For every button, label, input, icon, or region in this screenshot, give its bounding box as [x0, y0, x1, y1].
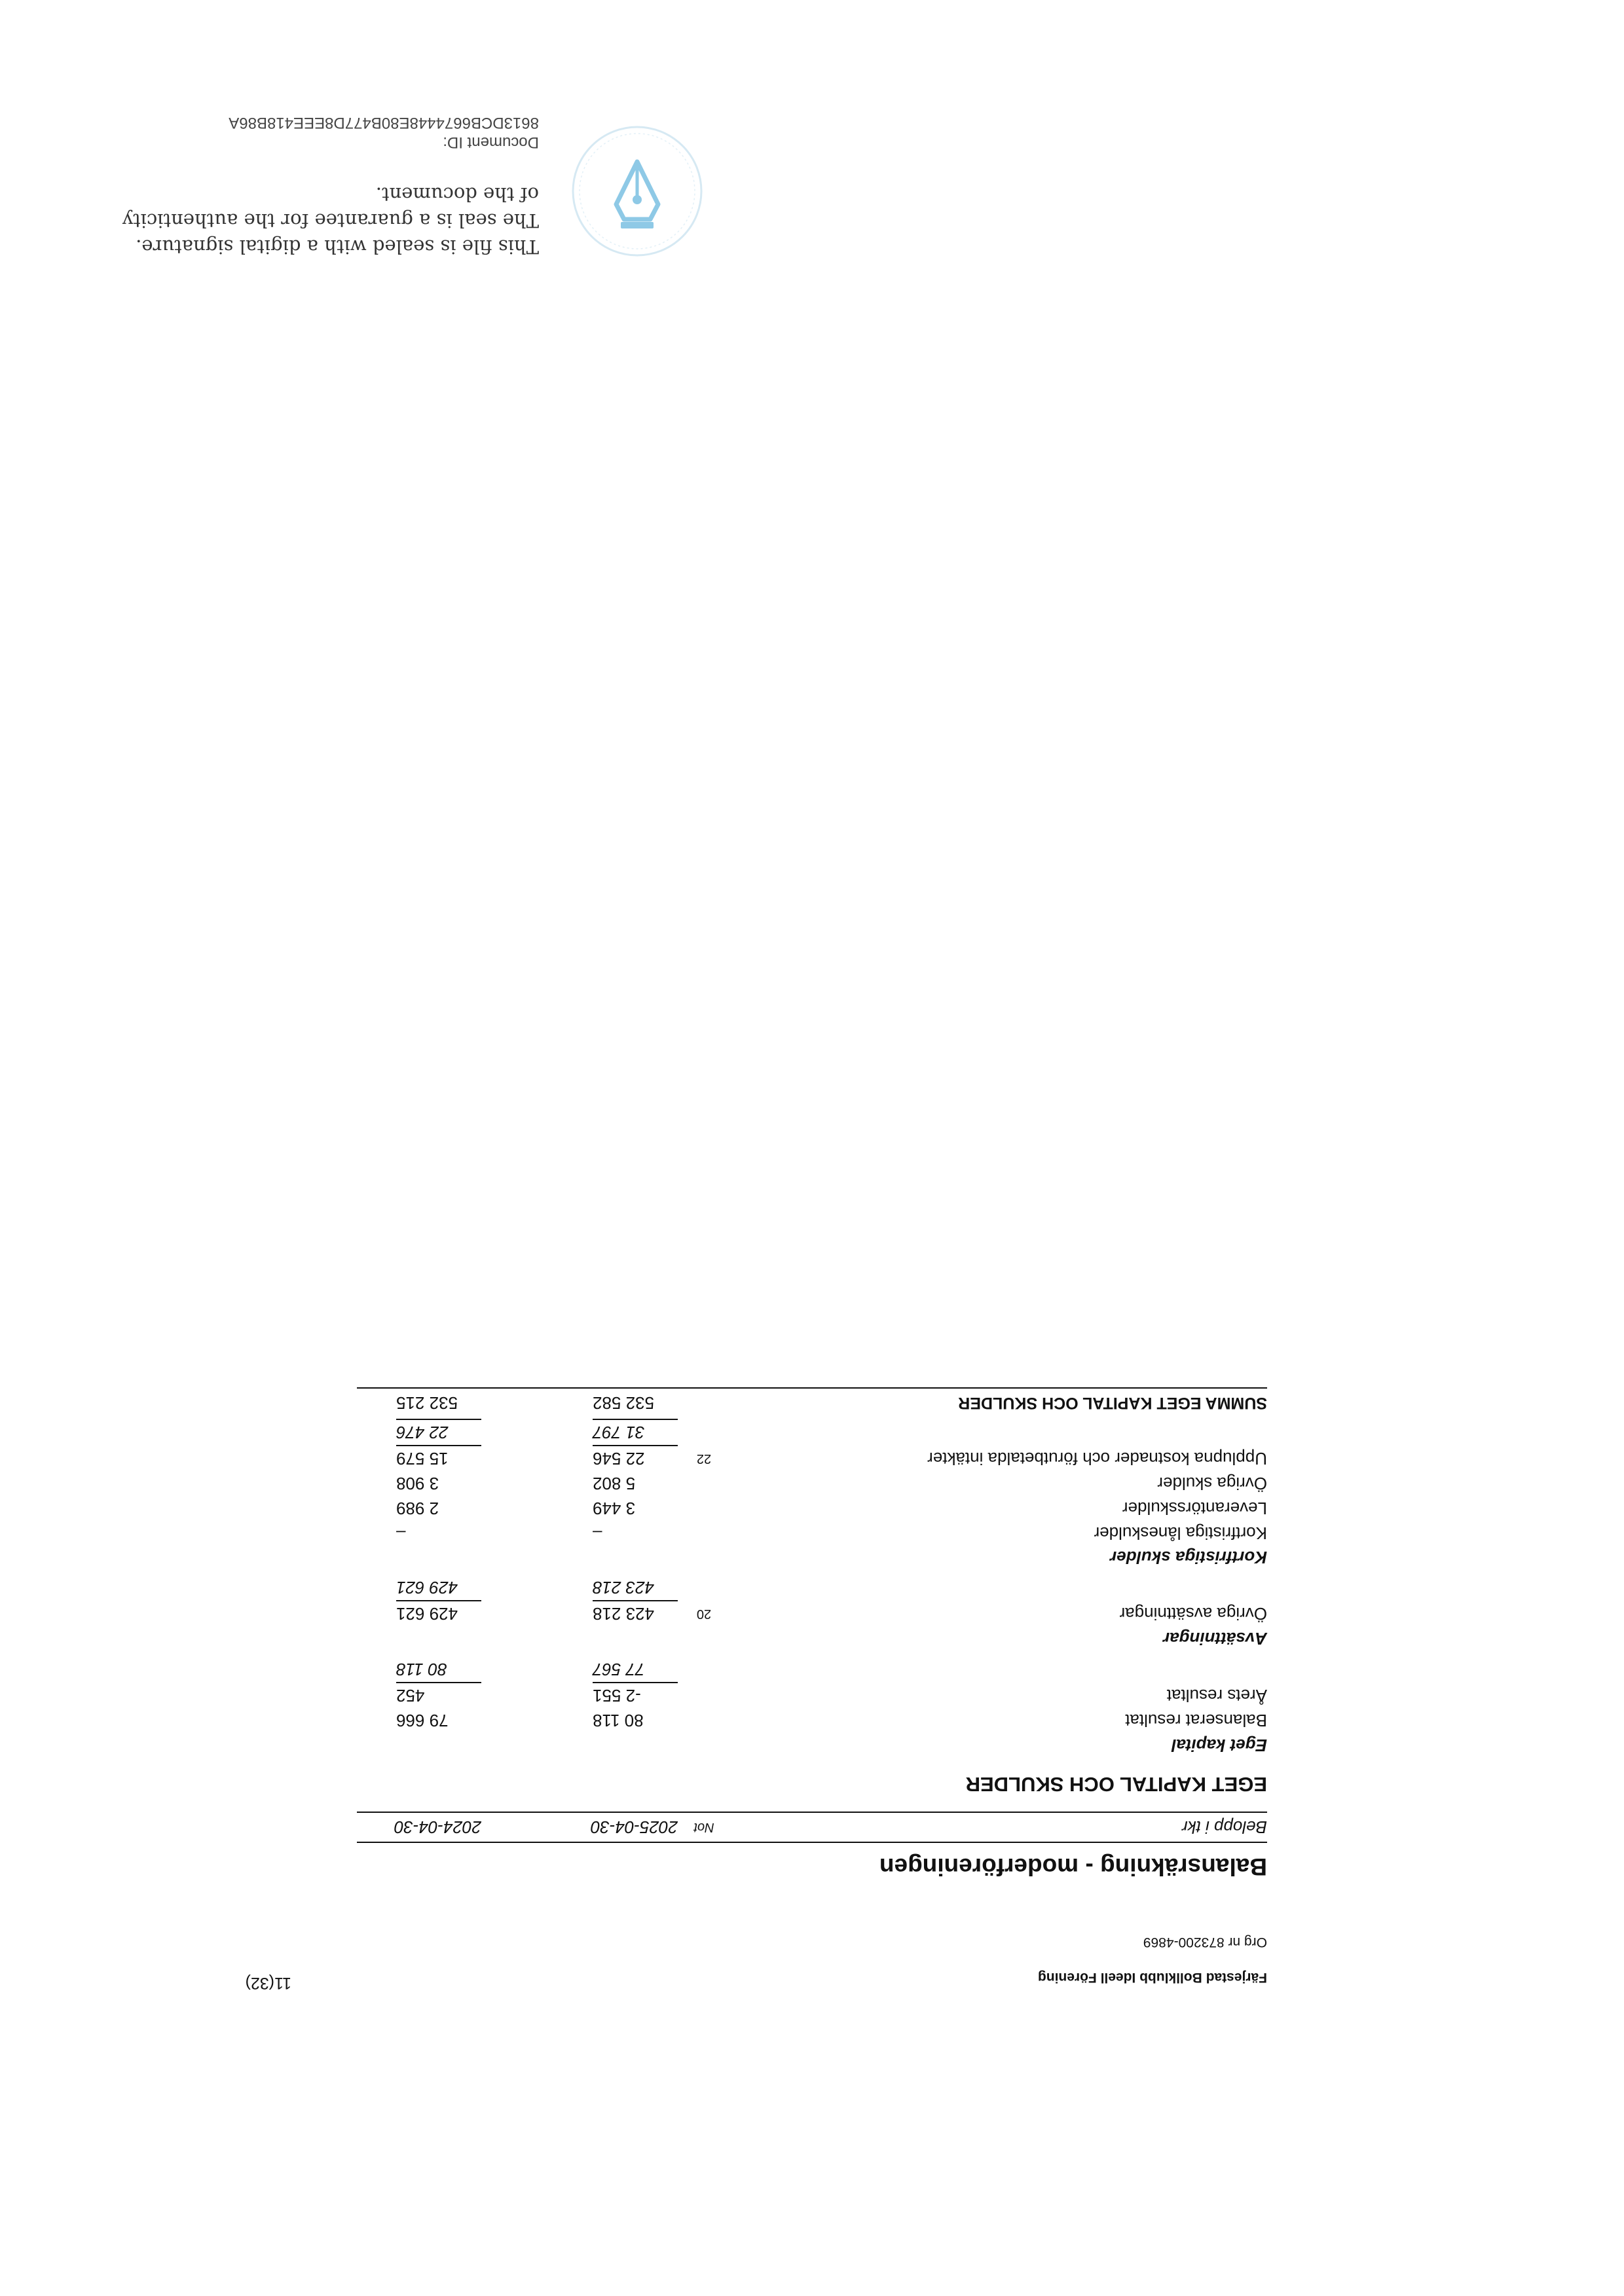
- table-row: [357, 1521, 1267, 1546]
- page-number: 11(32): [245, 1974, 291, 1992]
- row-previous-value: 429 621: [396, 1600, 481, 1626]
- table-row: [357, 1496, 1267, 1521]
- grand-total-bottom-rule: [357, 1387, 1267, 1389]
- row-previous-value: 2 989: [396, 1499, 439, 1518]
- seal-text-line: This file is sealed with a digital signature.: [136, 236, 539, 258]
- table-row: [357, 1708, 1267, 1733]
- group-heading-avsattningar: Avsättningar: [1163, 1629, 1267, 1649]
- column-label-not: Not: [693, 1820, 714, 1834]
- subtotal-row: [357, 1657, 1267, 1682]
- grand-total-previous-value: 532 215: [396, 1393, 458, 1413]
- group-heading-row: [357, 1545, 1267, 1570]
- column-header-row: [357, 1815, 1267, 1840]
- header-top-rule: [357, 1842, 1267, 1843]
- grand-total-row: [357, 1391, 1267, 1415]
- column-label-current-year: 2025-04-30: [591, 1817, 678, 1837]
- subtotal-current-value: 31 797: [593, 1419, 678, 1445]
- table-row: [357, 1601, 1267, 1626]
- row-label: Upplupna kostnader och förutbetalda intäkter: [927, 1449, 1267, 1468]
- row-current-value: -2 551: [593, 1682, 678, 1708]
- subtotal-row: [357, 1420, 1267, 1445]
- row-label: Övriga avsättningar: [1119, 1604, 1267, 1624]
- fountain-pen-nib-icon: [568, 122, 706, 260]
- digital-seal: [77, 93, 706, 263]
- row-current-value: 80 118: [593, 1711, 644, 1730]
- row-previous-value: 3 908: [396, 1474, 439, 1493]
- subtotal-previous-value: 80 118: [396, 1660, 447, 1679]
- column-label-amount: Belopp i tkr: [1181, 1817, 1267, 1837]
- row-label: Leverantörsskulder: [1122, 1499, 1267, 1518]
- row-note: 22: [696, 1451, 712, 1466]
- seal-text-line: The seal is a guarantee for the authenticity: [122, 210, 539, 232]
- grand-total-label: SUMMA EGET KAPITAL OCH SKULDER: [958, 1394, 1267, 1412]
- table-row: [357, 1446, 1267, 1471]
- subtotal-previous-value: 22 476: [396, 1419, 481, 1445]
- row-previous-value: 452: [396, 1682, 481, 1708]
- group-heading-eget-kapital: Eget kapital: [1172, 1736, 1267, 1755]
- row-label: Kortfristiga låneskulder: [1094, 1523, 1267, 1543]
- seal-text-line: of the document.: [375, 183, 539, 206]
- row-label: Balanserat resultat: [1125, 1711, 1267, 1730]
- subtotal-current-value: 77 567: [593, 1660, 645, 1679]
- row-label: Övriga skulder: [1157, 1474, 1267, 1493]
- row-current-value: 423 218: [593, 1600, 678, 1626]
- grand-total-current-value: 532 582: [593, 1393, 654, 1413]
- section-heading-row: [357, 1772, 1267, 1796]
- group-heading-row: [357, 1733, 1267, 1758]
- group-heading-kortfristiga-skulder: Kortfristiga skulder: [1110, 1548, 1267, 1567]
- header-bottom-rule: [357, 1812, 1267, 1813]
- column-label-previous-year: 2024-04-30: [394, 1817, 481, 1837]
- row-current-value: 5 802: [593, 1474, 636, 1493]
- seal-document-id-value: 8613DCB6674448E80B477D8EEE418B86A: [229, 114, 539, 132]
- table-row: [357, 1471, 1267, 1496]
- table-row: [357, 1683, 1267, 1708]
- seal-document-id-label: Document ID:: [443, 134, 539, 151]
- row-current-value: –: [593, 1523, 602, 1543]
- seal-document-id: [229, 113, 539, 152]
- row-current-value: 3 449: [593, 1499, 636, 1518]
- subtotal-previous-value: 429 621: [396, 1578, 458, 1597]
- subtotal-current-value: 423 218: [593, 1578, 654, 1597]
- row-previous-value: –: [396, 1523, 406, 1543]
- subtotal-row: [357, 1575, 1267, 1600]
- section-heading: EGET KAPITAL OCH SKULDER: [965, 1773, 1267, 1796]
- group-heading-row: [357, 1626, 1267, 1651]
- row-note: 20: [696, 1607, 712, 1621]
- organisation-number: Org nr 873200-4869: [1143, 1935, 1267, 1950]
- row-previous-value: 79 666: [396, 1711, 449, 1730]
- organisation-name: Färjestad Bollklubb Ideell Förening: [1037, 1970, 1267, 1985]
- row-current-value: 22 546: [593, 1445, 678, 1471]
- page-title: Balansräkning - moderföreningen: [879, 1853, 1267, 1880]
- row-label: Årets resultat: [1166, 1686, 1267, 1705]
- seal-text-block: [122, 181, 539, 260]
- row-previous-value: 15 579: [396, 1445, 481, 1471]
